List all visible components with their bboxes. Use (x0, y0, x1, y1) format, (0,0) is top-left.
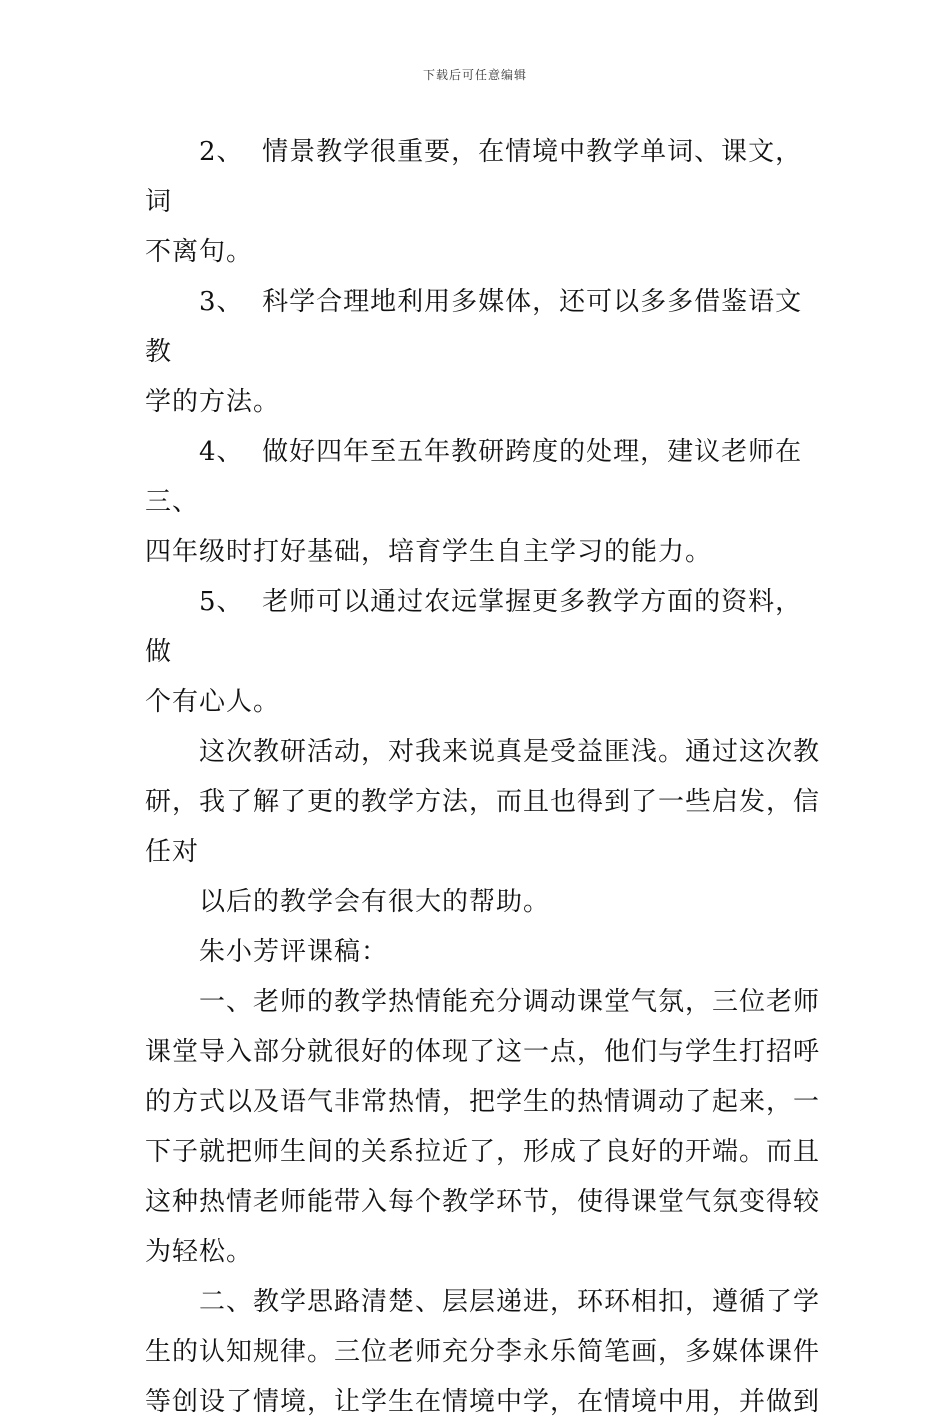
paragraph-line: 四年级时打好基础，培育学生自主学习的能力。 (145, 537, 713, 567)
paragraph-line: 的方式以及语气非常热情，把学生的热情调动了起来，一 (145, 1087, 821, 1117)
paragraph-line: 课堂导入部分就很好的体现了这一点，他们与学生打招呼 (145, 1037, 821, 1067)
paragraph-line: 4、 做好四年至五年教研跨度的处理，建议老师在三、 (145, 437, 803, 517)
paragraph-line: 2、 情景教学很重要，在情境中教学单词、课文，词 (145, 137, 803, 217)
paragraph-line: 朱小芳评课稿： (199, 937, 389, 967)
paragraph-line: 任对 (145, 837, 200, 867)
paragraph-line: 3、 科学合理地利用多媒体，还可以多多借鉴语文教 (145, 287, 803, 367)
paragraph-line: 一、老师的教学热情能充分调动课堂气氛，三位老师 (199, 987, 821, 1017)
paragraph-line: 这种热情老师能带入每个教学环节，使得课堂气氛变得较 (145, 1187, 821, 1217)
paragraph-line: 不离句。 (145, 237, 254, 267)
paragraph-line: 二、教学思路清楚、层层递进，环环相扣，遵循了学 (199, 1287, 821, 1317)
paragraph-line: 个有心人。 (145, 687, 281, 717)
paragraph-line: 这次教研活动，对我来说真是受益匪浅。通过这次教 (199, 737, 821, 767)
paragraph-line: 生的认知规律。三位老师充分李永乐简笔画，多媒体课件 (145, 1337, 821, 1367)
paragraph-line: 等创设了情境，让学生在情境中学，在情境中用，并做到 (145, 1387, 821, 1417)
paragraph-line: 5、 老师可以通过农远掌握更多教学方面的资料，做 (145, 587, 803, 667)
paragraph-line: 以后的教学会有很大的帮助。 (199, 887, 551, 917)
page-header: 下载后可任意编辑 (422, 68, 527, 82)
paragraph-line: 研，我了解了更的教学方法，而且也得到了一些启发，信 (145, 787, 821, 817)
paragraph-line: 下子就把师生间的关系拉近了，形成了良好的开端。而且 (145, 1137, 821, 1167)
document-body (145, 127, 825, 1427)
paragraph-line: 学的方法。 (145, 387, 281, 417)
paragraph-line: 为轻松。 (145, 1237, 254, 1267)
